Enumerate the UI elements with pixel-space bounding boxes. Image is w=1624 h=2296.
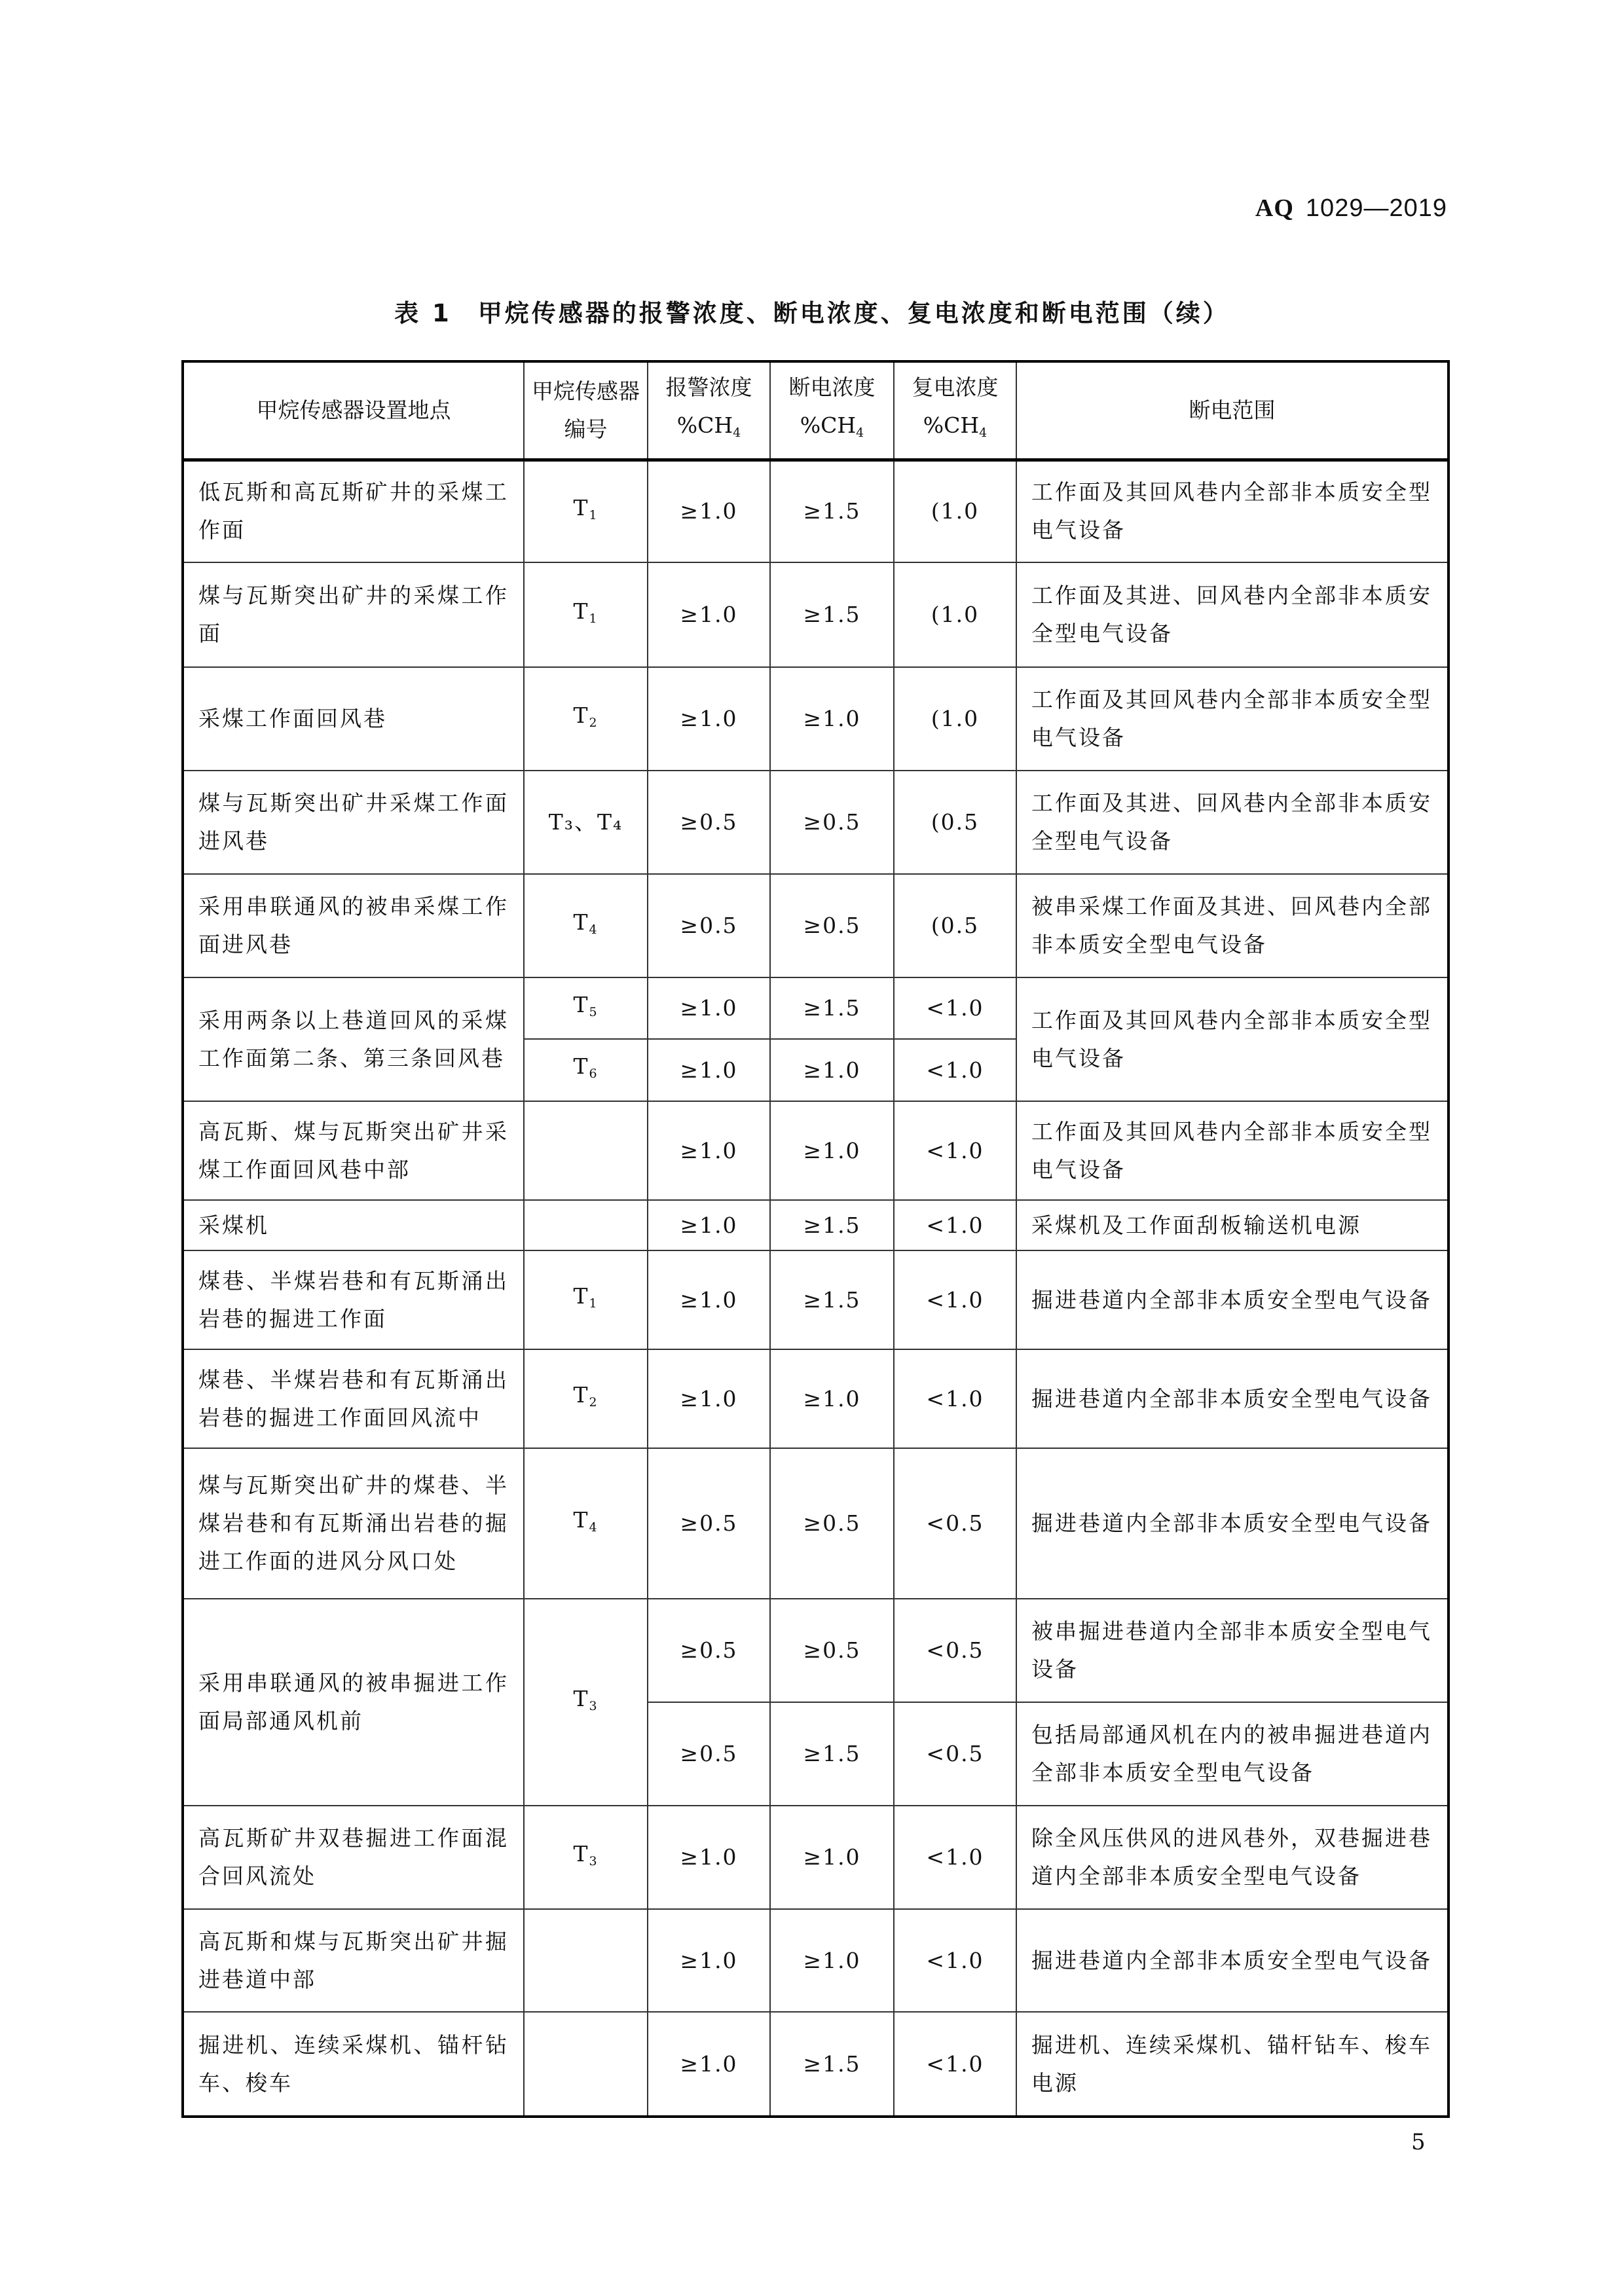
column-header: 断电浓度 $\%CH_4$ xyxy=(770,361,894,460)
location-cell: 高瓦斯和煤与瓦斯突出矿井掘进巷道中部 xyxy=(183,1909,524,2012)
range-cell: 被串掘进巷道内全部非本质安全型电气设备 xyxy=(1016,1599,1449,1702)
table-row xyxy=(183,1806,1449,1909)
table-row xyxy=(183,1250,1449,1349)
cutoff-cell: ≥1.0 xyxy=(770,1349,894,1448)
table-row xyxy=(183,1101,1449,1200)
page-number: 5 xyxy=(1411,2129,1426,2155)
cutoff-cell: ≥1.5 xyxy=(770,2012,894,2117)
alarm-cell: ≥0.5 xyxy=(648,874,770,977)
table-row xyxy=(183,667,1449,771)
restore-cell: <0.5 xyxy=(894,1599,1016,1702)
restore-cell: <0.5 xyxy=(894,1702,1016,1806)
cutoff-cell: ≥1.0 xyxy=(770,1101,894,1200)
sensor-cell: $T_3$ xyxy=(524,1599,648,1806)
restore-cell: <1.0 xyxy=(894,1101,1016,1200)
location-cell: 采煤工作面回风巷 xyxy=(183,667,524,771)
alarm-cell: ≥1.0 xyxy=(648,1200,770,1250)
range-cell: 掘进巷道内全部非本质安全型电气设备 xyxy=(1016,1250,1449,1349)
alarm-cell: ≥0.5 xyxy=(648,771,770,874)
location-cell: 低瓦斯和高瓦斯矿井的采煤工作面 xyxy=(183,460,524,562)
sensor-cell: $T_4$ xyxy=(524,1448,648,1599)
cutoff-cell: ≥1.5 xyxy=(770,460,894,562)
range-cell: 掘进巷道内全部非本质安全型电气设备 xyxy=(1016,1909,1449,2012)
table-row xyxy=(183,1909,1449,2012)
location-cell: 煤与瓦斯突出矿井的采煤工作面 xyxy=(183,562,524,667)
location-cell: 采用两条以上巷道回风的采煤工作面第二条、第三条回风巷 xyxy=(183,977,524,1101)
cutoff-cell: ≥1.0 xyxy=(770,1909,894,2012)
alarm-cell: ≥0.5 xyxy=(648,1702,770,1806)
table-title: 甲烷传感器的报警浓度、断电浓度、复电浓度和断电范围（续） xyxy=(477,299,1230,327)
range-cell: 掘进机、连续采煤机、锚杆钻车、梭车电源 xyxy=(1016,2012,1449,2117)
location-cell: 煤与瓦斯突出矿井采煤工作面进风巷 xyxy=(183,771,524,874)
column-header: 甲烷传感器设置地点 xyxy=(183,361,524,460)
alarm-cell: ≥1.0 xyxy=(648,1806,770,1909)
sensor-cell xyxy=(524,1200,648,1250)
table-row xyxy=(183,1448,1449,1599)
range-cell: 工作面及其回风巷内全部非本质安全型电气设备 xyxy=(1016,977,1449,1101)
column-header: 报警浓度 $\%CH_4$ xyxy=(648,361,770,460)
restore-cell: (0.5 xyxy=(894,771,1016,874)
alarm-cell: ≥1.0 xyxy=(648,667,770,771)
range-cell: 除全风压供风的进风巷外，双巷掘进巷道内全部非本质安全型电气设备 xyxy=(1016,1806,1449,1909)
alarm-cell: ≥1.0 xyxy=(648,2012,770,2117)
restore-cell: <0.5 xyxy=(894,1448,1016,1599)
alarm-cell: ≥1.0 xyxy=(648,460,770,562)
sensor-cell: $T_5$ xyxy=(524,977,648,1039)
table-row xyxy=(183,1349,1449,1448)
table-number: 表 1 xyxy=(394,299,452,327)
restore-cell: (1.0 xyxy=(894,667,1016,771)
column-header: 断电范围 xyxy=(1016,361,1449,460)
range-cell: 掘进巷道内全部非本质安全型电气设备 xyxy=(1016,1448,1449,1599)
location-cell: 高瓦斯、煤与瓦斯突出矿井采煤工作面回风巷中部 xyxy=(183,1101,524,1200)
table-row xyxy=(183,1200,1449,1250)
range-cell: 工作面及其回风巷内全部非本质安全型电气设备 xyxy=(1016,667,1449,771)
column-header: 复电浓度 $\%CH_4$ xyxy=(894,361,1016,460)
alarm-cell: ≥1.0 xyxy=(648,562,770,667)
range-cell: 被串采煤工作面及其进、回风巷内全部非本质安全型电气设备 xyxy=(1016,874,1449,977)
range-cell: 掘进巷道内全部非本质安全型电气设备 xyxy=(1016,1349,1449,1448)
restore-cell: <1.0 xyxy=(894,1806,1016,1909)
standard-code xyxy=(1255,194,1447,223)
restore-cell: (1.0 xyxy=(894,460,1016,562)
range-cell: 工作面及其回风巷内全部非本质安全型电气设备 xyxy=(1016,460,1449,562)
range-cell: 工作面及其进、回风巷内全部非本质安全型电气设备 xyxy=(1016,771,1449,874)
range-cell: 采煤机及工作面刮板输送机电源 xyxy=(1016,1200,1449,1250)
restore-cell: <1.0 xyxy=(894,1349,1016,1448)
table-header-row xyxy=(183,361,1449,460)
sensor-cell xyxy=(524,2012,648,2117)
standard-number: 1029—2019 xyxy=(1305,194,1447,222)
restore-cell: (1.0 xyxy=(894,562,1016,667)
restore-cell: <1.0 xyxy=(894,1909,1016,2012)
sensor-cell: $T_1$ xyxy=(524,1250,648,1349)
cutoff-cell: ≥1.0 xyxy=(770,1039,894,1101)
sensor-cell: $T_1$ xyxy=(524,562,648,667)
cutoff-cell: ≥0.5 xyxy=(770,1599,894,1702)
location-cell: 高瓦斯矿井双巷掘进工作面混合回风流处 xyxy=(183,1806,524,1909)
sensor-cell xyxy=(524,1909,648,2012)
location-cell: 煤巷、半煤岩巷和有瓦斯涌出岩巷的掘进工作面 xyxy=(183,1250,524,1349)
cutoff-cell: ≥0.5 xyxy=(770,771,894,874)
sensor-cell xyxy=(524,1101,648,1200)
restore-cell: <1.0 xyxy=(894,1039,1016,1101)
alarm-cell: ≥1.0 xyxy=(648,1909,770,2012)
column-header: 甲烷传感器编号 xyxy=(524,361,648,460)
sensor-cell: $T_2$ xyxy=(524,1349,648,1448)
cutoff-cell: ≥1.5 xyxy=(770,977,894,1039)
cutoff-cell: ≥1.5 xyxy=(770,1200,894,1250)
range-cell: 工作面及其回风巷内全部非本质安全型电气设备 xyxy=(1016,1101,1449,1200)
sensor-cell: $T_4$ xyxy=(524,874,648,977)
alarm-cell: ≥1.0 xyxy=(648,977,770,1039)
cutoff-cell: ≥1.0 xyxy=(770,667,894,771)
location-cell: 采煤机 xyxy=(183,1200,524,1250)
alarm-cell: ≥0.5 xyxy=(648,1448,770,1599)
sensor-cell: $T_1$ xyxy=(524,460,648,562)
sensor-cell: $T_6$ xyxy=(524,1039,648,1101)
range-cell: 工作面及其进、回风巷内全部非本质安全型电气设备 xyxy=(1016,562,1449,667)
alarm-cell: ≥1.0 xyxy=(648,1039,770,1101)
restore-cell: <1.0 xyxy=(894,1200,1016,1250)
cutoff-cell: ≥1.0 xyxy=(770,1806,894,1909)
alarm-cell: ≥1.0 xyxy=(648,1101,770,1200)
alarm-cell: ≥1.0 xyxy=(648,1250,770,1349)
cutoff-cell: ≥1.5 xyxy=(770,562,894,667)
location-cell: 煤与瓦斯突出矿井的煤巷、半煤岩巷和有瓦斯涌出岩巷的掘进工作面的进风分风口处 xyxy=(183,1448,524,1599)
cutoff-cell: ≥0.5 xyxy=(770,874,894,977)
sensor-cell: T₃、T₄ xyxy=(524,771,648,874)
location-cell: 采用串联通风的被串掘进工作面局部通风机前 xyxy=(183,1599,524,1806)
restore-cell: <1.0 xyxy=(894,1250,1016,1349)
table-row xyxy=(183,977,1449,1039)
sensor-cell: $T_3$ xyxy=(524,1806,648,1909)
alarm-cell: ≥0.5 xyxy=(648,1599,770,1702)
restore-cell: <1.0 xyxy=(894,2012,1016,2117)
table-row xyxy=(183,562,1449,667)
location-cell: 掘进机、连续采煤机、锚杆钻车、梭车 xyxy=(183,2012,524,2117)
location-cell: 采用串联通风的被串采煤工作面进风巷 xyxy=(183,874,524,977)
restore-cell: (0.5 xyxy=(894,874,1016,977)
location-cell: 煤巷、半煤岩巷和有瓦斯涌出岩巷的掘进工作面回风流中 xyxy=(183,1349,524,1448)
standard-prefix: AQ xyxy=(1255,194,1294,222)
range-cell: 包括局部通风机在内的被串掘进巷道内全部非本质安全型电气设备 xyxy=(1016,1702,1449,1806)
table-row xyxy=(183,771,1449,874)
cutoff-cell: ≥1.5 xyxy=(770,1702,894,1806)
sensor-cell: $T_2$ xyxy=(524,667,648,771)
cutoff-cell: ≥1.5 xyxy=(770,1250,894,1349)
cutoff-cell: ≥0.5 xyxy=(770,1448,894,1599)
alarm-cell: ≥1.0 xyxy=(648,1349,770,1448)
table-row xyxy=(183,460,1449,562)
table-row xyxy=(183,874,1449,977)
methane-sensor-table xyxy=(181,360,1450,2118)
restore-cell: <1.0 xyxy=(894,977,1016,1039)
table-row xyxy=(183,1599,1449,1702)
table-caption xyxy=(0,293,1624,329)
table-row xyxy=(183,2012,1449,2117)
